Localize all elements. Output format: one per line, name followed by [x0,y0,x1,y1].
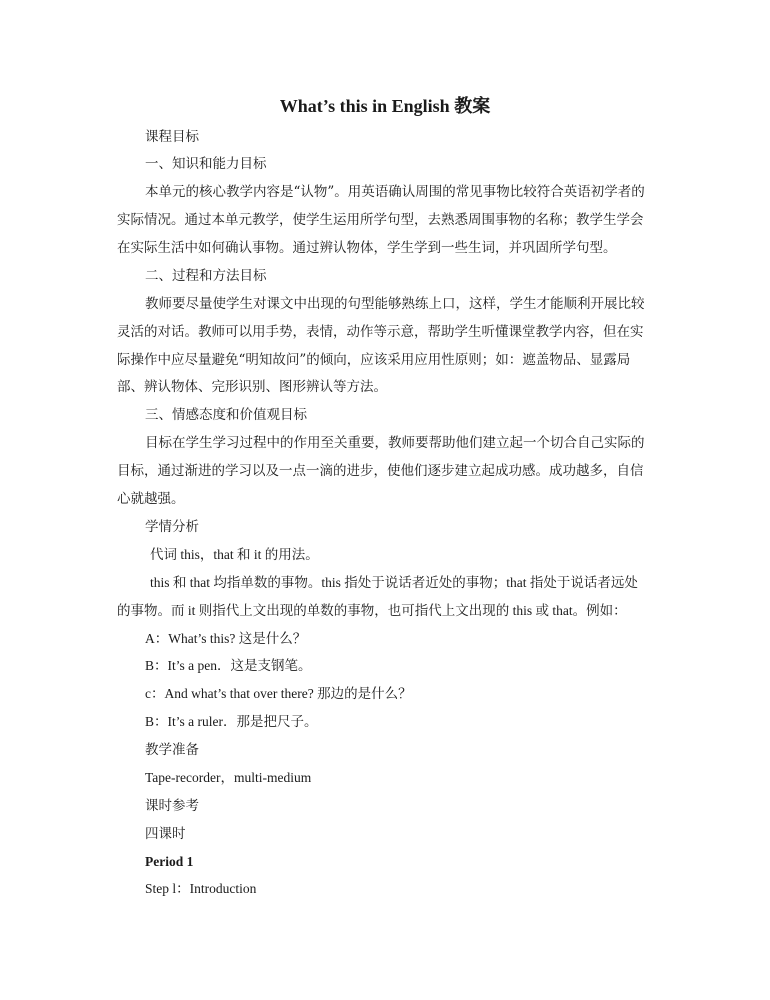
paragraph-line: 实际情况。通过本单元教学，使学生运用所学句型，去熟悉周围事物的名称；教学生学会 [117,212,644,228]
paragraph-line: 目标在学生学习过程中的作用至关重要，教师要帮助他们建立起一个切合自己实际的 [145,435,645,451]
dialogue-line: A：What’s this? 这是什么？ [145,631,307,646]
step-heading: Step l：Introduction [145,881,257,896]
dialogue-line: c：And what’s that over there? 那边的是什么？ [145,686,412,701]
section-heading-class-hours: 课时参考 [145,798,199,814]
subheading-process-method: 二、过程和方法目标 [145,268,267,284]
dialogue-line: B：It’s a pen．这是支钢笔。 [145,658,312,673]
paragraph-line: 目标，通过渐进的学习以及一点一滴的进步，使他们逐步建立起成功感。成功越多，自信 [117,463,644,479]
section-heading-course-goals: 课程目标 [145,129,199,145]
period-heading: Period 1 [145,854,194,869]
paragraph-line: 四课时 [145,826,186,842]
section-heading-teaching-prep: 教学准备 [145,742,199,758]
paragraph-line: 教师要尽量使学生对课文中出现的句型能够熟练上口，这样，学生才能顺利开展比较 [145,296,645,312]
dialogue-line: B：It’s a ruler．那是把尺子。 [145,714,318,729]
section-heading-learning-analysis: 学情分析 [145,519,199,535]
subheading-knowledge-ability: 一、知识和能力目标 [145,156,267,172]
paragraph-line: 际操作中应尽量避免“明知故问”的倾向，应该采用应用性原则；如：遮盖物品、显露局 [117,352,631,368]
paragraph-line: this 和 that 均指单数的事物。this 指处于说话者近处的事物；that 指处于说话者远处 [150,575,638,590]
paragraph-line: 心就越强。 [117,491,185,507]
document-title: What’s this in English 教案 [279,96,491,116]
paragraph-line: 本单元的核心教学内容是“认物”。用英语确认周围的常见事物比较符合英语初学者的 [145,184,645,200]
paragraph-line: 灵活的对话。教师可以用手势，表情，动作等示意，帮助学生听懂课堂教学内容，但在实 [117,324,644,340]
paragraph-line: 的事物。而 it 则指代上文出现的单数的事物，也可指代上文出现的 this 或 that。例如： [117,603,627,618]
paragraph-line: 在实际生活中如何确认事物。通过辨认物体，学生学到一些生词，并巩固所学句型。 [117,240,617,256]
paragraph-line: 部、辨认物体、完形识别、图形辨认等方法。 [117,379,387,395]
subheading-emotion-values: 三、情感态度和价值观目标 [145,407,307,423]
paragraph-line: 代词 this，that 和 it 的用法。 [150,547,319,562]
paragraph-line: Tape-recorder，multi-medium [145,770,312,785]
